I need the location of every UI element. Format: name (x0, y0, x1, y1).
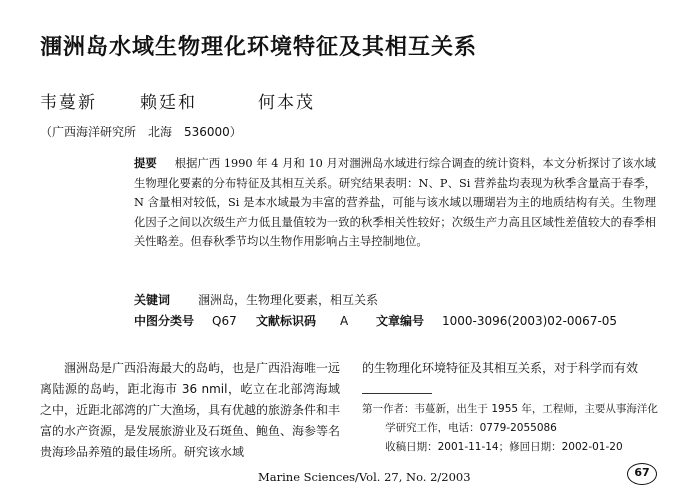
doc-code-value: A (340, 314, 349, 328)
body-paragraph: 涠洲岛是广西沿海最大的岛屿，也是广西沿海唯一远离陆源的岛屿，距北海市 36 nmil，屹立在北部湾海域之中，近距北部湾的广大渔场，具有优越的旅游条件和丰富的水产资源，是发展旅游业及石斑鱼、鲍鱼、海参等名贵海珍品养殖的最佳场所。研究该水域 (40, 361, 341, 459)
footnote (362, 400, 672, 457)
affiliation: （广西海洋研究所 北海 536000） (40, 125, 242, 139)
author-name: 何本茂 (258, 93, 315, 113)
footnote-author-line: 第一作者：韦蔓新，出生于 1955 年，工程师，主要从事海洋化 (362, 403, 658, 415)
keywords-row (134, 290, 617, 311)
journal-citation: Marine Sciences/Vol. 27, No. 2/2003 (258, 470, 471, 484)
author-list (40, 88, 315, 113)
keywords-label: 关键词 (134, 293, 171, 307)
page-number (627, 463, 657, 485)
article-metadata (134, 290, 617, 332)
footnote-dates: 收稿日期：2001-11-14；修回日期：2002-01-20 (385, 441, 623, 453)
page-number-text: 67 (634, 466, 650, 479)
footnote-author-line: 学研究工作，电话：0779-2055086 (385, 422, 557, 434)
clc-value: Q67 (212, 314, 237, 328)
article-no-value: 1000-3096(2003)02-0067-05 (442, 314, 618, 328)
keywords-value: 涠洲岛，生物理化要素，相互关系 (198, 293, 379, 307)
body-left-column (40, 358, 340, 463)
article-title: 涠洲岛水域生物理化环境特征及其相互关系 (40, 35, 478, 60)
abstract (134, 154, 656, 252)
clc-label: 中图分类号 (134, 314, 195, 328)
author-name: 韦蔓新 (40, 93, 97, 113)
abstract-label: 提要 (134, 157, 157, 170)
article-no-label: 文章编号 (376, 314, 425, 328)
classification-row (134, 311, 617, 332)
body-right-column: 的生物理化环境特征及其相互关系，对于科学而有效 (362, 361, 639, 375)
footnote-divider (362, 393, 432, 394)
doc-code-label: 文献标识码 (256, 314, 317, 328)
author-name: 赖廷和 (140, 93, 197, 113)
abstract-text: 根据广西 1990 年 4 月和 10 月对涠洲岛水域进行综合调查的统计资料，本文分析探讨了该水域生物理化要素的分布特征及其相互关系。研究结果表明：N、P、Si 营养盐均表现为秋季含量高于春季，N 含量相对较低，Si 是本水域最为丰富的营养盐，可能与该水域以珊瑚岩为主的地质结构有关。生物理化因子之间以次级生产力低且量值较为一致的秋季相关性较好；次级生产力高且区域性差值较大的春季相关性略差。但春秋季节均以生物作用影响占主导控制地位。 (134, 157, 656, 248)
